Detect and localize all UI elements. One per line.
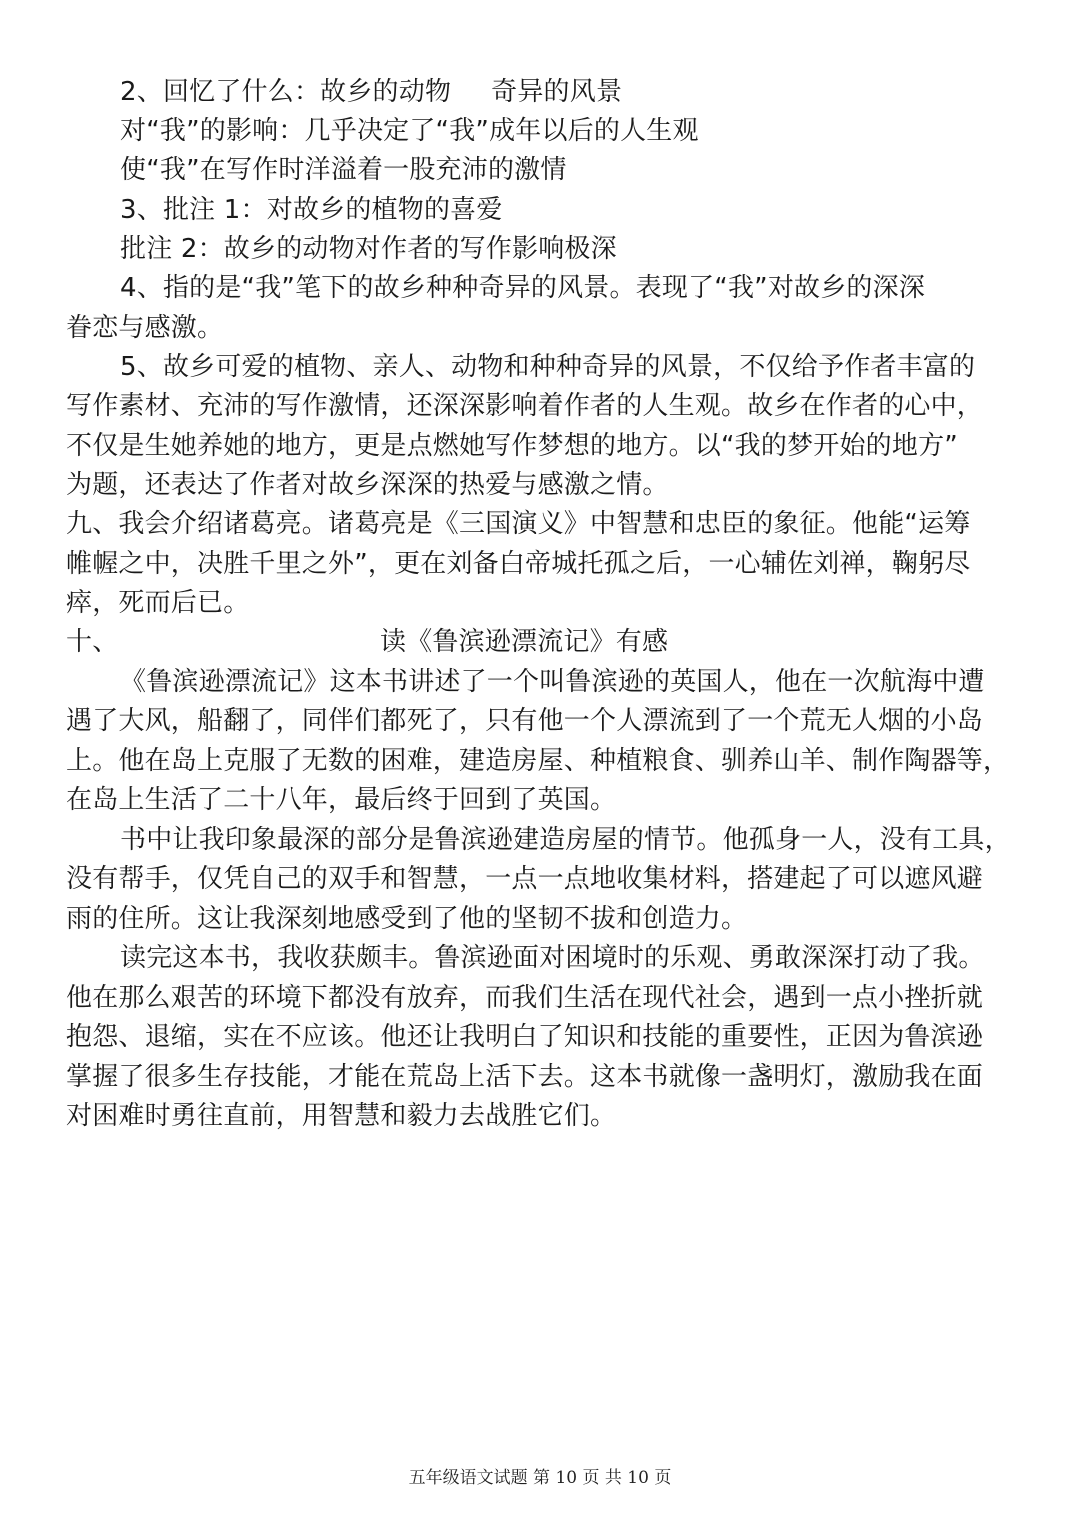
essay-line: 书中让我印象最深的部分是鲁滨逊建造房屋的情节。他孤身一人，没有工具， — [120, 825, 1011, 855]
answer-line: 5、故乡可爱的植物、亲人、动物和种种奇异的风景，不仅给予作者丰富的 — [120, 352, 976, 382]
essay-line: 对困难时勇往直前，用智慧和毅力去战胜它们。 — [66, 1101, 617, 1131]
answer-line — [120, 76, 1018, 108]
essay-line: 读完这本书，我收获颇丰。鲁滨逊面对困境时的乐观、勇敢深深打动了我。 — [120, 943, 985, 973]
answer-line: 写作素材、充沛的写作激情，还深深影响着作者的人生观。故乡在作者的心中， — [66, 391, 984, 421]
essay-heading — [66, 626, 1018, 658]
answer-line: 使“我”在写作时洋溢着一股充沛的激情 — [120, 155, 567, 185]
answer-line: 为题，还表达了作者对故乡深深的热爱与感激之情。 — [66, 470, 669, 500]
answer-line: 九、我会介绍诸葛亮。诸葛亮是《三国演义》中智慧和忠臣的象征。他能“运筹 — [66, 509, 971, 539]
essay-title: 读《鲁滨逊漂流记》有感 — [380, 627, 669, 657]
essay-line: 《鲁滨逊漂流记》这本书讲述了一个叫鲁滨逊的英国人，他在一次航海中遭 — [120, 667, 985, 697]
answer-line: 4、指的是“我”笔下的故乡种种奇异的风景。表现了“我”对故乡的深深 — [120, 273, 926, 303]
answer-line: 帷幄之中，决胜千里之外”，更在刘备白帝城托孤之后，一心辅佐刘禅，鞠躬尽 — [66, 549, 971, 579]
essay-line: 在岛上生活了二十八年，最后终于回到了英国。 — [66, 785, 617, 815]
essay-line: 没有帮手，仅凭自己的双手和智慧，一点一点地收集材料，搭建起了可以遮风避 — [66, 864, 984, 894]
essay-line: 遇了大风，船翻了，同伴们都死了，只有他一个人漂流到了一个荒无人烟的小岛 — [66, 706, 984, 736]
answer-line: 批注 2：故乡的动物对作者的写作影响极深 — [120, 234, 617, 264]
essay-line: 他在那么艰苦的环境下都没有放弃，而我们生活在现代社会，遇到一点小挫折就 — [66, 983, 984, 1013]
page-footer: 五年级语文试题 第 10 页 共 10 页 — [408, 1468, 672, 1488]
essay-number: 十、 — [66, 627, 119, 657]
essay-line: 掌握了很多生存技能，才能在荒岛上活下去。这本书就像一盏明灯，激励我在面 — [66, 1062, 984, 1092]
answer-text: 2、回忆了什么：故乡的动物 — [120, 77, 452, 107]
answer-line: 3、批注 1：对故乡的植物的喜爱 — [120, 195, 503, 225]
essay-line: 雨的住所。这让我深刻地感受到了他的坚韧不拔和创造力。 — [66, 904, 748, 934]
essay-line: 抱怨、退缩，实在不应该。他还让我明白了知识和技能的重要性，正因为鲁滨逊 — [66, 1022, 984, 1052]
answer-line: 不仅是生她养她的地方，更是点燃她写作梦想的地方。以“我的梦开始的地方” — [66, 431, 958, 461]
answer-line: 眷恋与感激。 — [66, 313, 224, 343]
answer-text: 奇异的风景 — [491, 77, 623, 107]
essay-line: 上。他在岛上克服了无数的困难，建造房屋、种植粮食、驯养山羊、制作陶器等， — [66, 746, 1010, 776]
answer-line: 瘁，死而后已。 — [66, 588, 250, 618]
answer-line: 对“我”的影响：几乎决定了“我”成年以后的人生观 — [120, 116, 699, 146]
